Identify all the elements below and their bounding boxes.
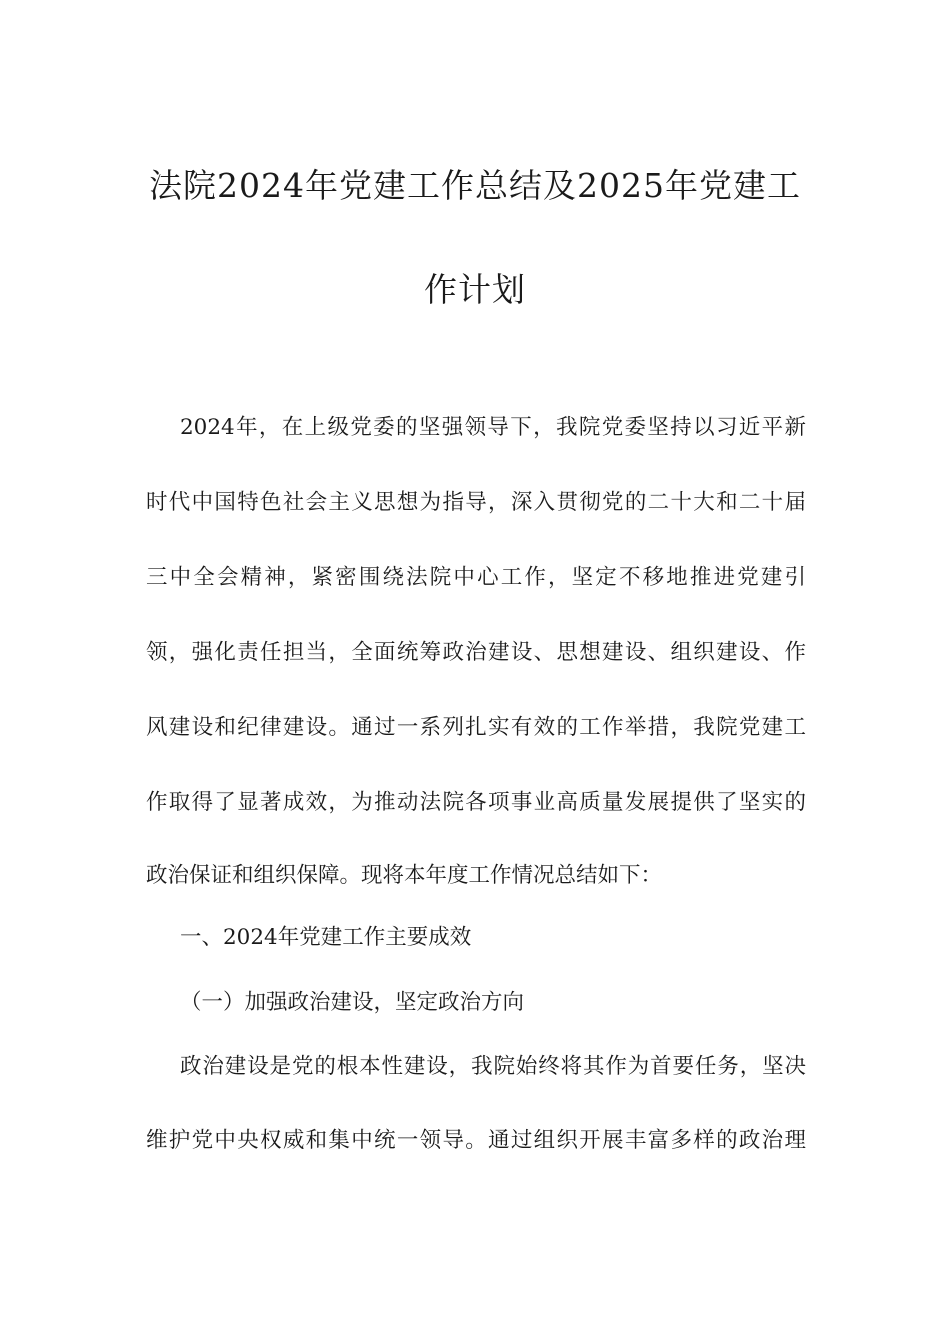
intro-line-1: 2024年，在上级党委的坚强领导下，我院党委坚持以习近平新 — [180, 415, 806, 440]
intro-line-4: 领，强化责任担当，全面统筹政治建设、思想建设、组织建设、作 — [146, 640, 806, 665]
intro-line-6: 作取得了显著成效，为推动法院各项事业高质量发展提供了坚实的 — [146, 790, 806, 815]
section-heading-1: 一、2024年党建工作主要成效 — [180, 925, 472, 950]
intro-line-7: 政治保证和组织保障。现将本年度工作情况总结如下： — [146, 863, 663, 888]
intro-line-2: 时代中国特色社会主义思想为指导，深入贯彻党的二十大和二十届 — [146, 490, 806, 515]
document-title-line-2: 作计划 — [424, 270, 526, 309]
body-line-1: 政治建设是党的根本性建设，我院始终将其作为首要任务，坚决 — [180, 1054, 806, 1079]
body-line-2: 维护党中央权威和集中统一领导。通过组织开展丰富多样的政治理 — [146, 1128, 806, 1153]
intro-line-5: 风建设和纪律建设。通过一系列扎实有效的工作举措，我院党建工 — [146, 715, 806, 740]
intro-line-3: 三中全会精神，紧密围绕法院中心工作，坚定不移地推进党建引 — [146, 565, 806, 590]
subsection-heading-1: （一）加强政治建设，坚定政治方向 — [180, 990, 525, 1015]
document-title-line-1: 法院2024年党建工作总结及2025年党建工 — [149, 166, 801, 205]
